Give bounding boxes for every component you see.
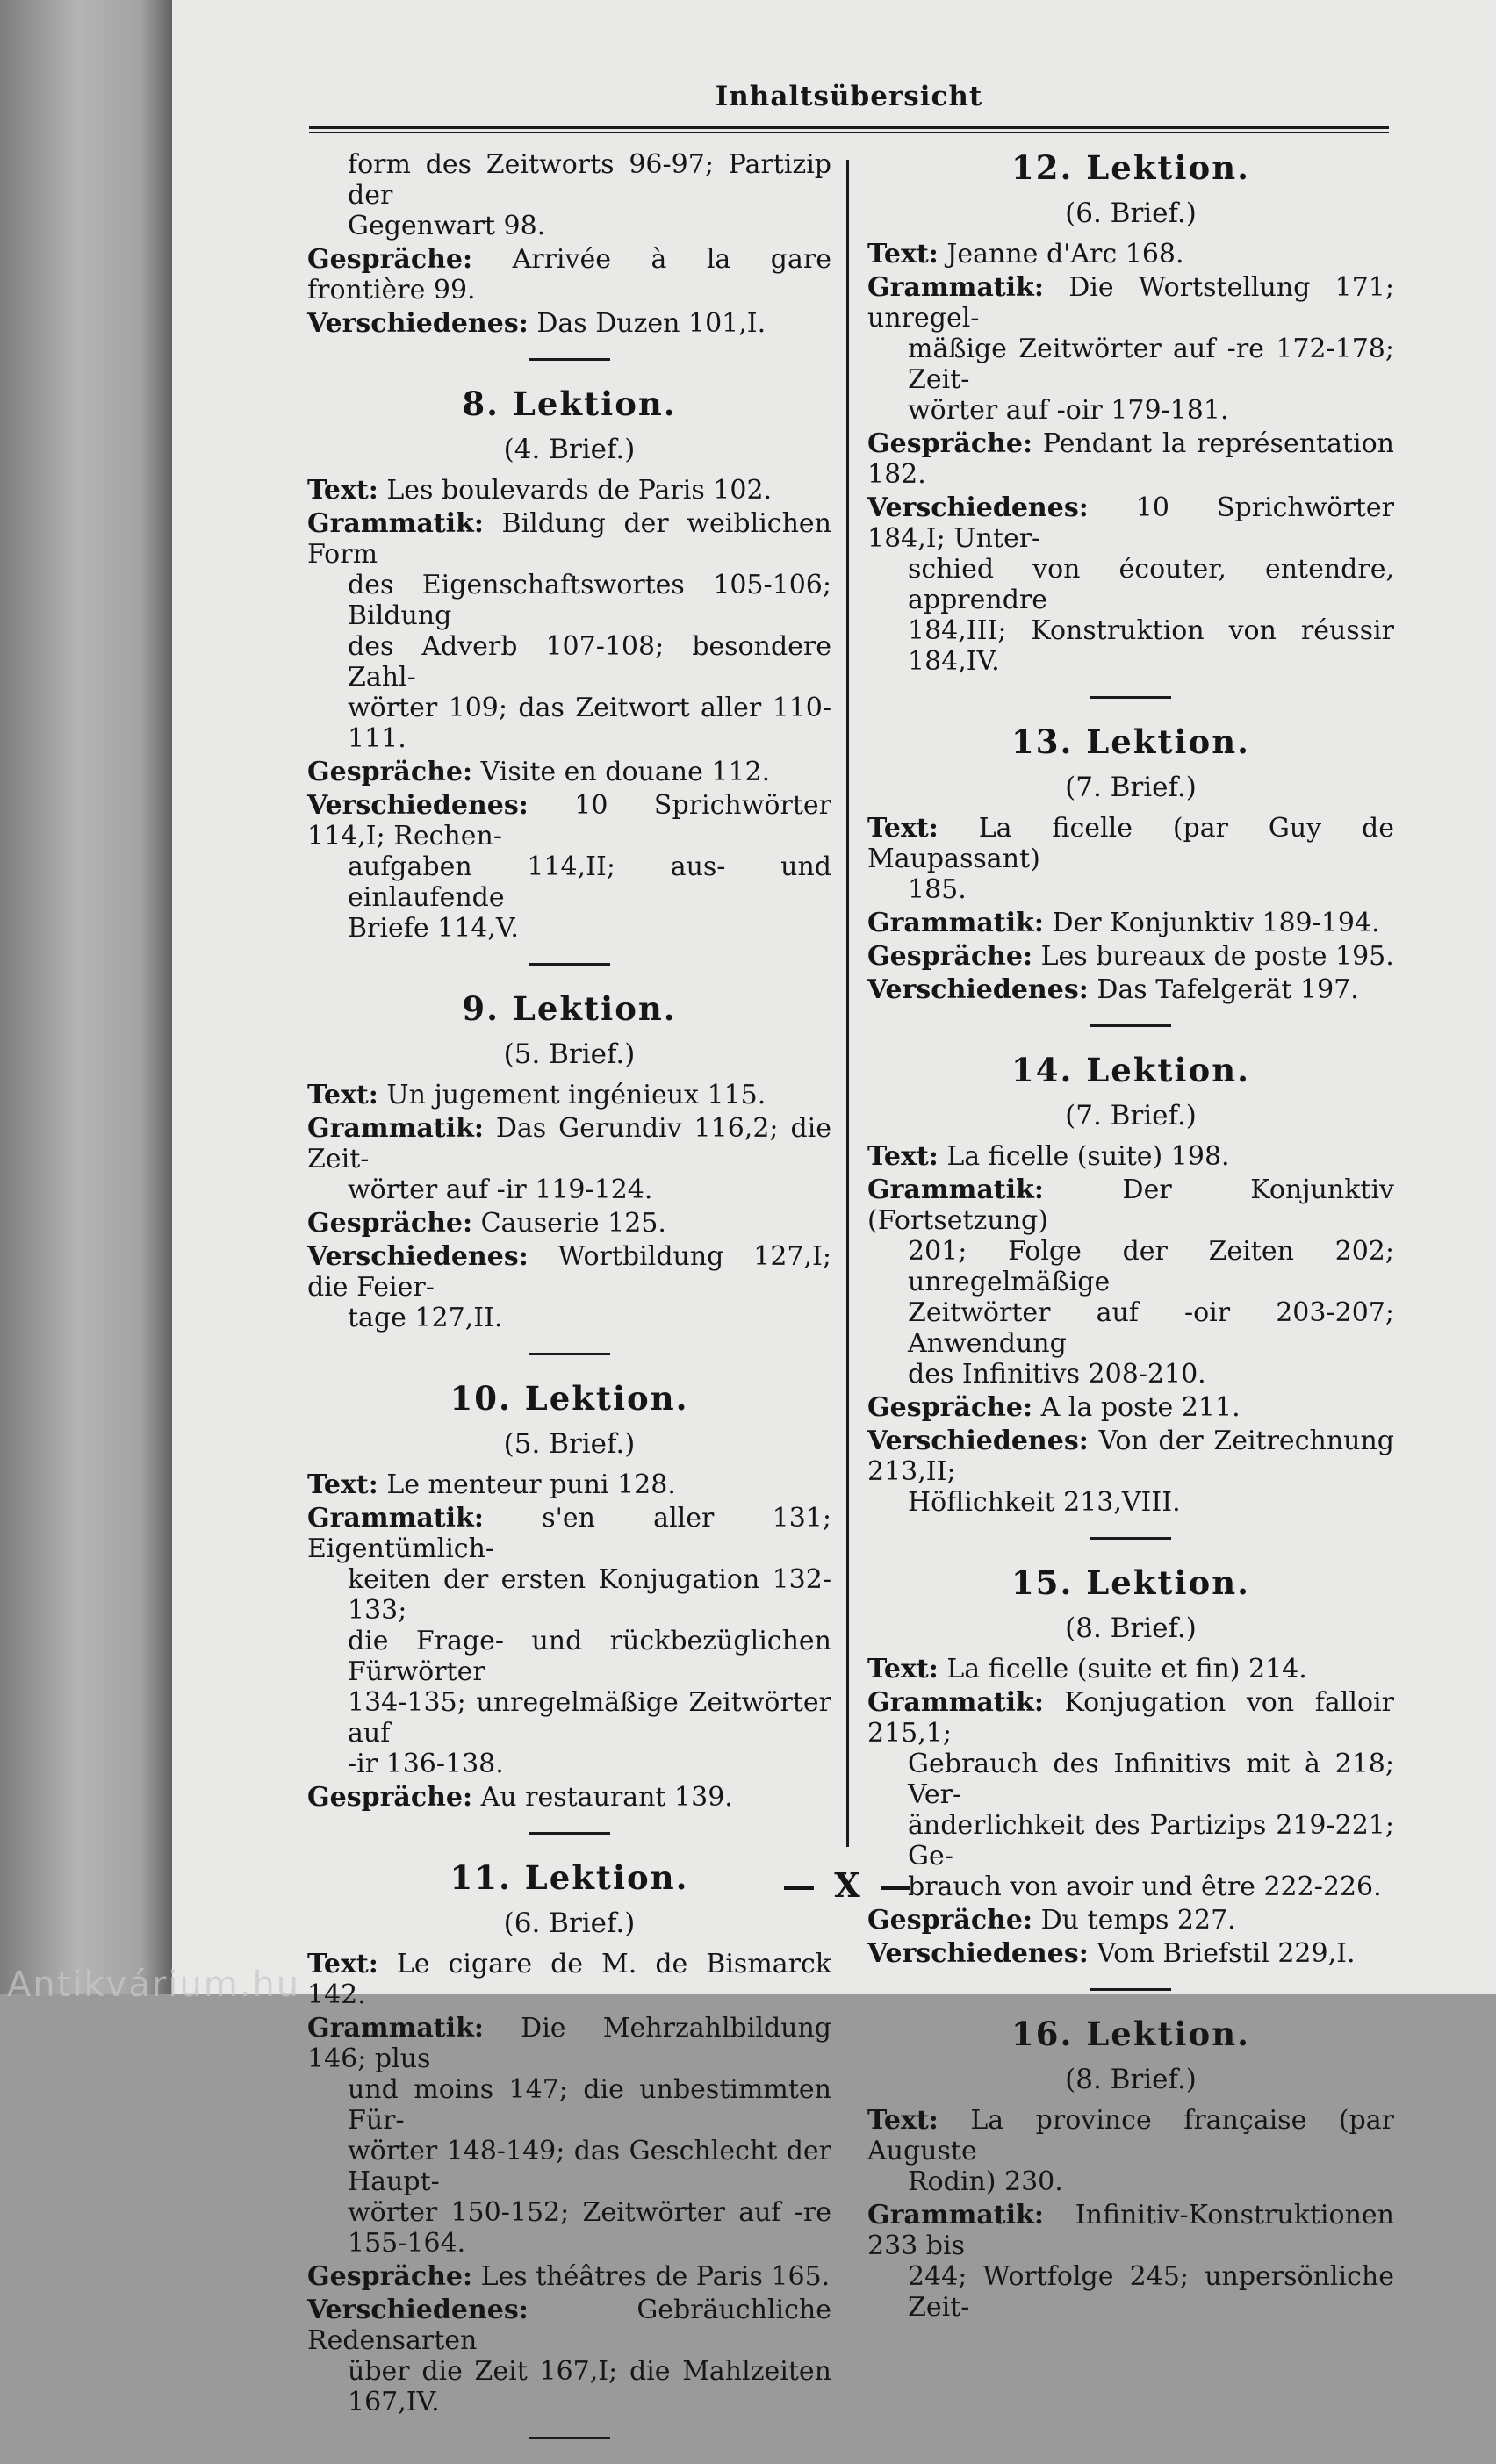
text-entry bbox=[867, 239, 1394, 269]
lesson-title: 15. Lektion. bbox=[1011, 1563, 1251, 1602]
entry-text: Von der Zeitrechnung 213,II; bbox=[867, 1426, 1394, 1487]
entry-line bbox=[307, 475, 831, 506]
lesson-title: 8. Lektion. bbox=[462, 384, 677, 423]
entry-text: Höflichkeit 213,VIII. bbox=[908, 1487, 1181, 1518]
entry-text: aufgaben 114,II; aus- und einlaufende bbox=[348, 851, 831, 913]
entry-line bbox=[867, 395, 1394, 426]
entry-text: Der Konjunktiv 189-194. bbox=[1052, 908, 1380, 938]
entry-line bbox=[867, 813, 1394, 874]
section-separator bbox=[1090, 1024, 1171, 1027]
entry-text: wörter 150-152; Zeitwörter auf -re 155-164. bbox=[348, 2197, 831, 2259]
entry-text: 10 Sprichwörter 184,I; Unter- bbox=[867, 492, 1394, 554]
entry-line bbox=[307, 1687, 831, 1749]
entry-text: 201; Folge der Zeiten 202; unregelmäßige bbox=[908, 1236, 1394, 1297]
running-head: Inhaltsübersicht bbox=[715, 81, 983, 112]
left-column bbox=[307, 149, 831, 2464]
entry-label: Text: bbox=[867, 1141, 939, 1172]
entry-label: Text: bbox=[867, 813, 939, 844]
entry-label: Verschiedenes: bbox=[307, 790, 529, 821]
entry-line bbox=[307, 1626, 831, 1687]
dialogue-entry bbox=[307, 2261, 831, 2292]
lesson-title: 9. Lektion. bbox=[462, 989, 677, 1028]
entry-label: Gespräche: bbox=[307, 2261, 473, 2292]
entry-label: Text: bbox=[867, 239, 939, 269]
entry-line bbox=[307, 1303, 831, 1333]
entry-line bbox=[867, 974, 1394, 1005]
entry-text: Le cigare de M. de Bismarck 142. bbox=[307, 1949, 831, 2010]
entry-line bbox=[307, 757, 831, 787]
entry-label: Text: bbox=[867, 1654, 939, 1685]
entry-text: brauch von avoir und être 222-226. bbox=[908, 1871, 1382, 1902]
text-entry bbox=[307, 475, 831, 506]
entry-line bbox=[307, 1241, 831, 1303]
entry-text: 184,III; Konstruktion von réussir 184,IV. bbox=[908, 615, 1394, 677]
entry-line bbox=[867, 428, 1394, 490]
grammar-entry bbox=[307, 1113, 831, 1205]
entry-text: Infinitiv-Konstruktionen 233 bis bbox=[867, 2200, 1394, 2261]
lesson-letter-number: (8. Brief.) bbox=[1065, 2064, 1197, 2095]
entry-line bbox=[307, 851, 831, 913]
entry-text: des Infinitivs 208-210. bbox=[908, 1359, 1206, 1390]
entry-label: Grammatik: bbox=[867, 1687, 1044, 1718]
section-separator bbox=[529, 2437, 610, 2439]
entry-text: 244; Wortfolge 245; unpersönliche Zeit- bbox=[908, 2261, 1394, 2323]
entry-line bbox=[867, 1236, 1394, 1297]
continuation-line: form des Zeitworts 96-97; Partizip der bbox=[348, 149, 831, 211]
lesson-title: 14. Lektion. bbox=[1011, 1051, 1251, 1089]
entry-text: Die Wortstellung 171; unregel- bbox=[867, 272, 1394, 334]
dialogue-entry bbox=[867, 1392, 1394, 1423]
entry-text: Rodin) 230. bbox=[908, 2166, 1063, 2197]
entry-text: A la poste 211. bbox=[1040, 1392, 1241, 1423]
entry-line bbox=[867, 2261, 1394, 2323]
entry-label: Gespräche: bbox=[867, 1392, 1033, 1423]
entry-line bbox=[867, 1749, 1394, 1810]
text-entry bbox=[867, 813, 1394, 905]
entry-label: Gespräche: bbox=[867, 1905, 1033, 1936]
dialogue-entry bbox=[307, 1782, 831, 1813]
entry-text: Visite en douane 112. bbox=[480, 757, 771, 787]
entry-line bbox=[867, 1487, 1394, 1518]
section-separator bbox=[529, 1353, 610, 1355]
misc-entry bbox=[307, 308, 831, 339]
section-separator bbox=[1090, 1988, 1171, 1991]
entry-label: Verschiedenes: bbox=[867, 1938, 1089, 1969]
misc-entry bbox=[867, 1938, 1394, 1969]
entry-label: Grammatik: bbox=[867, 272, 1044, 303]
entry-text: Arrivée à la gare frontière 99. bbox=[307, 244, 831, 305]
right-lessons bbox=[867, 149, 1394, 2323]
entry-line bbox=[307, 1782, 831, 1813]
entry-line bbox=[867, 1141, 1394, 1172]
grammar-entry bbox=[307, 508, 831, 754]
entry-label: Text: bbox=[867, 2105, 939, 2136]
entry-text: -ir 136-138. bbox=[348, 1749, 504, 1779]
entry-text: La ficelle (suite et fin) 214. bbox=[946, 1654, 1307, 1685]
grammar-entry bbox=[307, 2013, 831, 2259]
text-entry bbox=[867, 1141, 1394, 1172]
entry-label: Gespräche: bbox=[867, 428, 1033, 459]
entry-text: Le menteur puni 128. bbox=[386, 1469, 676, 1500]
entry-text: wörter auf -oir 179-181. bbox=[908, 395, 1229, 426]
entry-line bbox=[307, 1080, 831, 1110]
lesson-letter-number: (5. Brief.) bbox=[503, 1038, 636, 1070]
text-entry bbox=[307, 1469, 831, 1500]
entry-line bbox=[867, 2166, 1394, 2197]
page-number: — X — bbox=[782, 1865, 916, 1905]
entry-text: La ficelle (suite) 198. bbox=[946, 1141, 1230, 1172]
entry-label: Grammatik: bbox=[867, 2200, 1044, 2231]
entry-line bbox=[307, 1749, 831, 1779]
entry-line bbox=[867, 1297, 1394, 1359]
column-divider bbox=[846, 160, 849, 1847]
entry-text: änderlichkeit des Partizips 219-221; Ge- bbox=[908, 1810, 1394, 1871]
entry-label: Verschiedenes: bbox=[307, 308, 529, 339]
entry-text: La province française (par Auguste bbox=[867, 2105, 1394, 2166]
lesson-title: 13. Lektion. bbox=[1011, 722, 1251, 761]
misc-entry bbox=[307, 1241, 831, 1333]
entry-text: La ficelle (par Guy de Maupassant) bbox=[867, 813, 1394, 874]
entry-line bbox=[307, 631, 831, 693]
lesson-title: 12. Lektion. bbox=[1011, 148, 1251, 187]
entry-line bbox=[307, 1564, 831, 1626]
misc-entry bbox=[867, 492, 1394, 677]
entry-label: Grammatik: bbox=[307, 508, 484, 539]
entry-line bbox=[307, 1208, 831, 1239]
entry-line bbox=[867, 1175, 1394, 1236]
entry-text: keiten der ersten Konjugation 132-133; bbox=[348, 1564, 831, 1626]
entry-line bbox=[867, 1938, 1394, 1969]
left-lessons bbox=[307, 385, 831, 2439]
entry-text: Zeitwörter auf -oir 203-207; Anwendung bbox=[908, 1297, 1394, 1359]
entry-label: Gespräche: bbox=[307, 1208, 473, 1239]
entry-label: Gespräche: bbox=[307, 757, 473, 787]
entry-line bbox=[867, 334, 1394, 395]
dialogue-entry bbox=[307, 1208, 831, 1239]
right-column bbox=[867, 149, 1394, 2325]
lesson-title: 10. Lektion. bbox=[450, 1379, 689, 1418]
grammar-entry bbox=[867, 272, 1394, 426]
entry-text: tage 127,II. bbox=[348, 1303, 503, 1333]
entry-line bbox=[307, 570, 831, 631]
entry-label: Text: bbox=[307, 1949, 378, 1979]
entry-text: Les boulevards de Paris 102. bbox=[386, 475, 773, 506]
entry-line bbox=[867, 1810, 1394, 1871]
entry-line bbox=[867, 2105, 1394, 2166]
entry-line bbox=[307, 2136, 831, 2197]
entry-text: über die Zeit 167,I; die Mahlzeiten 167,IV. bbox=[348, 2356, 831, 2417]
misc-entry bbox=[867, 974, 1394, 1005]
entry-text: Jeanne d'Arc 168. bbox=[946, 239, 1184, 269]
entry-line bbox=[867, 1359, 1394, 1390]
entry-line bbox=[867, 1905, 1394, 1936]
entry-text: wörter 148-149; das Geschlecht der Haupt- bbox=[348, 2136, 831, 2197]
entry-text: s'en aller 131; Eigentümlich- bbox=[307, 1503, 831, 1564]
watermark: Antikvárium.hu bbox=[7, 1965, 301, 2005]
entry-label: Gespräche: bbox=[307, 1782, 473, 1813]
entry-text: des Eigenschaftswortes 105-106; Bildung bbox=[348, 570, 831, 631]
text-entry bbox=[307, 1080, 831, 1110]
entry-label: Grammatik: bbox=[867, 908, 1044, 938]
section-separator bbox=[529, 1832, 610, 1835]
entry-text: Les bureaux de poste 195. bbox=[1040, 941, 1394, 972]
entry-text: Das Duzen 101,I. bbox=[536, 308, 766, 339]
header-rule bbox=[309, 126, 1389, 133]
entry-text: Bildung der weiblichen Form bbox=[307, 508, 831, 570]
entry-text: Das Tafelgerät 197. bbox=[1097, 974, 1359, 1005]
entry-text: wörter auf -ir 119-124. bbox=[348, 1175, 653, 1205]
lesson-letter-number: (4. Brief.) bbox=[503, 434, 636, 465]
misc-entry bbox=[307, 790, 831, 944]
entry-text: Der Konjunktiv (Fortsetzung) bbox=[867, 1175, 1394, 1236]
entry-label: Verschiedenes: bbox=[307, 2295, 529, 2325]
entry-line bbox=[307, 1949, 831, 2010]
entry-line bbox=[867, 1392, 1394, 1423]
section-separator bbox=[529, 358, 610, 361]
entry-line bbox=[867, 615, 1394, 677]
entry-label: Verschiedenes: bbox=[867, 974, 1089, 1005]
entry-line bbox=[867, 1687, 1394, 1749]
entry-line bbox=[307, 1503, 831, 1564]
section-separator bbox=[1090, 696, 1171, 699]
entry-line bbox=[867, 239, 1394, 269]
entry-line bbox=[307, 693, 831, 754]
entry-line bbox=[307, 2074, 831, 2136]
lesson-letter-number: (7. Brief.) bbox=[1065, 1100, 1197, 1131]
book-spine bbox=[0, 0, 176, 1994]
dialogue-entry bbox=[867, 941, 1394, 972]
entry-line bbox=[867, 492, 1394, 554]
misc-entry bbox=[307, 2295, 831, 2417]
continuation-line: Gegenwart 98. bbox=[348, 211, 546, 241]
entry-text: mäßige Zeitwörter auf -re 172-178; Zeit- bbox=[908, 334, 1394, 395]
entry-text: Pendant la représentation 182. bbox=[867, 428, 1394, 490]
entry-line bbox=[867, 874, 1394, 905]
lesson-letter-number: (5. Brief.) bbox=[503, 1428, 636, 1460]
entry-line bbox=[307, 2013, 831, 2074]
entry-label: Gespräche: bbox=[307, 244, 473, 275]
entry-label: Gespräche: bbox=[867, 941, 1033, 972]
lesson-letter-number: (6. Brief.) bbox=[503, 1907, 636, 1939]
entry-text: Un jugement ingénieux 115. bbox=[386, 1080, 766, 1110]
grammar-entry bbox=[307, 1503, 831, 1779]
entry-text: 185. bbox=[908, 874, 967, 905]
entry-text: Das Gerundiv 116,2; die Zeit- bbox=[307, 1113, 832, 1175]
entry-line bbox=[307, 2197, 831, 2259]
entry-line bbox=[867, 554, 1394, 615]
entry-line bbox=[307, 790, 831, 851]
dialogue-entry bbox=[307, 757, 831, 787]
grammar-entry bbox=[867, 908, 1394, 938]
entry-label: Verschiedenes: bbox=[307, 1241, 529, 1272]
entry-line bbox=[307, 2295, 831, 2356]
entry-text: Gebrauch des Infinitivs mit à 218; Ver- bbox=[908, 1749, 1394, 1810]
misc-entry bbox=[867, 1426, 1394, 1518]
entry-text: Du temps 227. bbox=[1040, 1905, 1236, 1936]
lesson-title: 16. Lektion. bbox=[1011, 2015, 1251, 2053]
entry-line bbox=[867, 2200, 1394, 2261]
entry-line bbox=[867, 272, 1394, 334]
entry-line bbox=[867, 1654, 1394, 1685]
entry-text: wörter 109; das Zeitwort aller 110-111. bbox=[348, 693, 831, 754]
dialogue-entry bbox=[307, 244, 831, 305]
text-entry bbox=[867, 2105, 1394, 2197]
entry-line bbox=[307, 913, 831, 944]
entry-text: Gebräuchliche Redensarten bbox=[307, 2295, 831, 2356]
entry-text: 134-135; unregelmäßige Zeitwörter auf bbox=[348, 1687, 831, 1749]
entry-text: 10 Sprichwörter 114,I; Rechen- bbox=[307, 790, 831, 851]
lesson-letter-number: (8. Brief.) bbox=[1065, 1613, 1197, 1644]
entry-text: Vom Briefstil 229,I. bbox=[1097, 1938, 1356, 1969]
entry-line bbox=[307, 2261, 831, 2292]
entry-label: Grammatik: bbox=[867, 1175, 1044, 1205]
entry-text: Les théâtres de Paris 165. bbox=[480, 2261, 831, 2292]
entry-line bbox=[307, 1469, 831, 1500]
entry-text: Konjugation von falloir 215,1; bbox=[867, 1687, 1394, 1749]
entry-label: Grammatik: bbox=[307, 1113, 484, 1144]
lesson-letter-number: (6. Brief.) bbox=[1065, 198, 1197, 229]
entry-text: die Frage- und rückbezüglichen Fürwörter bbox=[348, 1626, 831, 1687]
entry-text: schied von écouter, entendre, apprendre bbox=[908, 554, 1394, 615]
entry-line bbox=[867, 1426, 1394, 1487]
text-entry bbox=[867, 1654, 1394, 1685]
entry-text: Au restaurant 139. bbox=[480, 1782, 733, 1813]
entry-label: Text: bbox=[307, 1080, 378, 1110]
lesson-title: 11. Lektion. bbox=[450, 1858, 689, 1897]
text-entry bbox=[307, 1949, 831, 2010]
dialogue-entry bbox=[867, 428, 1394, 490]
grammar-entry bbox=[867, 1175, 1394, 1390]
section-separator bbox=[529, 963, 610, 966]
entry-line bbox=[867, 941, 1394, 972]
entry-line bbox=[307, 508, 831, 570]
entry-text: und moins 147; die unbestimmten Für- bbox=[348, 2074, 831, 2136]
entry-text: Briefe 114,V. bbox=[348, 913, 519, 944]
grammar-entry bbox=[867, 2200, 1394, 2323]
entry-line bbox=[307, 1175, 831, 1205]
entry-line bbox=[307, 2356, 831, 2417]
section-separator bbox=[1090, 1537, 1171, 1540]
entry-label: Verschiedenes: bbox=[867, 492, 1089, 523]
entry-text: Wortbildung 127,I; die Feier- bbox=[307, 1241, 831, 1303]
entry-line bbox=[867, 908, 1394, 938]
entry-label: Grammatik: bbox=[307, 1503, 484, 1534]
entry-text: des Adverb 107-108; besondere Zahl- bbox=[348, 631, 831, 693]
entry-line bbox=[307, 1113, 831, 1175]
entry-text: Causerie 125. bbox=[480, 1208, 666, 1239]
dialogue-entry bbox=[867, 1905, 1394, 1936]
book-page bbox=[172, 0, 1496, 2417]
entry-label: Grammatik: bbox=[307, 2013, 484, 2044]
entry-text: Die Mehrzahlbildung 146; plus bbox=[307, 2013, 831, 2074]
entry-label: Text: bbox=[307, 1469, 378, 1500]
entry-label: Text: bbox=[307, 475, 378, 506]
lesson-letter-number: (7. Brief.) bbox=[1065, 772, 1197, 803]
entry-label: Verschiedenes: bbox=[867, 1426, 1089, 1456]
continuation-entry bbox=[307, 149, 831, 241]
